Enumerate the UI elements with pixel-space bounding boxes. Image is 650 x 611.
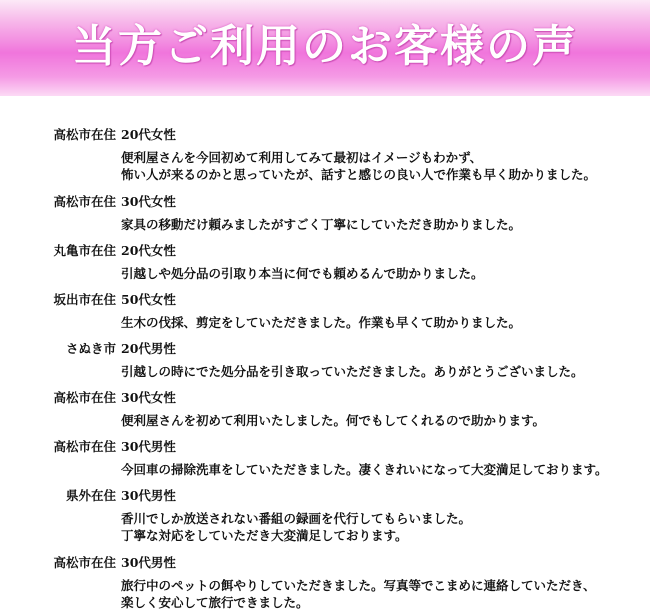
testimonial-item bbox=[0, 338, 650, 380]
comment-line: 引越しの時にでた処分品を引き取っていただきました。ありがとうございました。 bbox=[121, 364, 584, 379]
testimonial-comment bbox=[121, 408, 650, 429]
testimonial-location: 丸亀市在住 bbox=[53, 243, 116, 258]
page-title: 当方ご利用のお客様の声 bbox=[72, 21, 578, 72]
comment-line: 家具の移動だけ頼みましたがすごく丁寧にしていただき助かりました。 bbox=[121, 217, 522, 232]
testimonial-location: さぬき市 bbox=[65, 341, 116, 356]
testimonial-header bbox=[0, 552, 650, 573]
testimonial-location: 高松市在住 bbox=[53, 439, 116, 454]
testimonial-header bbox=[0, 289, 650, 310]
testimonial-demographic: 30代女性 bbox=[121, 390, 176, 405]
banner bbox=[0, 0, 650, 96]
comment-line: 便利屋さんを初めて利用いたしました。何でもしてくれるので助かります。 bbox=[121, 413, 546, 428]
testimonial-header bbox=[0, 436, 650, 457]
comment-line: 引越しや処分品の引取り本当に何でも頼めるんで助かりました。 bbox=[121, 266, 484, 281]
testimonial-header bbox=[0, 338, 650, 359]
comment-line: 便利屋さんを今回初めて利用してみて最初はイメージもわかず、 bbox=[121, 150, 483, 165]
testimonial-location: 高松市在住 bbox=[53, 555, 116, 570]
testimonial-demographic: 20代男性 bbox=[121, 341, 176, 356]
testimonial-item bbox=[0, 191, 650, 233]
comment-line: 怖い人が来るのかと思っていたが、話すと感じの良い人で作業も早く助かりました。 bbox=[121, 167, 597, 182]
testimonial-header bbox=[0, 240, 650, 261]
testimonial-demographic: 30代男性 bbox=[121, 439, 176, 454]
comment-line: 楽しく安心して旅行できました。 bbox=[121, 595, 309, 610]
testimonial-location: 高松市在住 bbox=[53, 127, 116, 142]
testimonial-demographic: 30代男性 bbox=[121, 555, 176, 570]
testimonial-header bbox=[0, 387, 650, 408]
testimonial-demographic: 30代男性 bbox=[121, 488, 176, 503]
testimonial-comment bbox=[121, 145, 650, 183]
testimonial-list bbox=[0, 124, 650, 611]
testimonial-item bbox=[0, 552, 650, 611]
testimonial-item bbox=[0, 289, 650, 331]
testimonial-comment bbox=[121, 261, 650, 282]
testimonial-demographic: 20代女性 bbox=[121, 243, 176, 258]
testimonial-item bbox=[0, 387, 650, 429]
testimonial-demographic: 50代女性 bbox=[121, 292, 176, 307]
testimonial-location: 県外在住 bbox=[65, 488, 116, 503]
comment-line: 今回車の掃除洗車をしていただきました。凄くきれいになって大変満足しております。 bbox=[121, 462, 608, 477]
testimonial-header bbox=[0, 485, 650, 506]
testimonial-comment bbox=[121, 506, 650, 544]
testimonial-header bbox=[0, 124, 650, 145]
comment-line: 香川でしか放送されない番組の録画を代行してもらいました。 bbox=[121, 511, 472, 526]
comment-line: 生木の伐採、剪定をしていただきました。作業も早くて助かりました。 bbox=[121, 315, 522, 330]
testimonial-location: 坂出市在住 bbox=[53, 292, 116, 307]
testimonial-demographic: 20代女性 bbox=[121, 127, 176, 142]
testimonial-item bbox=[0, 436, 650, 478]
testimonial-comment bbox=[121, 573, 650, 611]
testimonial-item bbox=[0, 485, 650, 544]
testimonial-item bbox=[0, 124, 650, 183]
testimonial-comment bbox=[121, 457, 650, 478]
testimonial-comment bbox=[121, 359, 650, 380]
comment-line: 旅行中のペットの餌やりしていただきました。写真等でこまめに連絡していただき、 bbox=[121, 578, 596, 593]
testimonial-header bbox=[0, 191, 650, 212]
testimonial-comment bbox=[121, 310, 650, 331]
testimonial-demographic: 30代女性 bbox=[121, 194, 176, 209]
testimonial-item bbox=[0, 240, 650, 282]
testimonial-location: 高松市在住 bbox=[53, 390, 116, 405]
comment-line: 丁寧な対応をしていただき大変満足しております。 bbox=[121, 528, 408, 543]
testimonial-comment bbox=[121, 212, 650, 233]
testimonial-location: 高松市在住 bbox=[53, 194, 116, 209]
